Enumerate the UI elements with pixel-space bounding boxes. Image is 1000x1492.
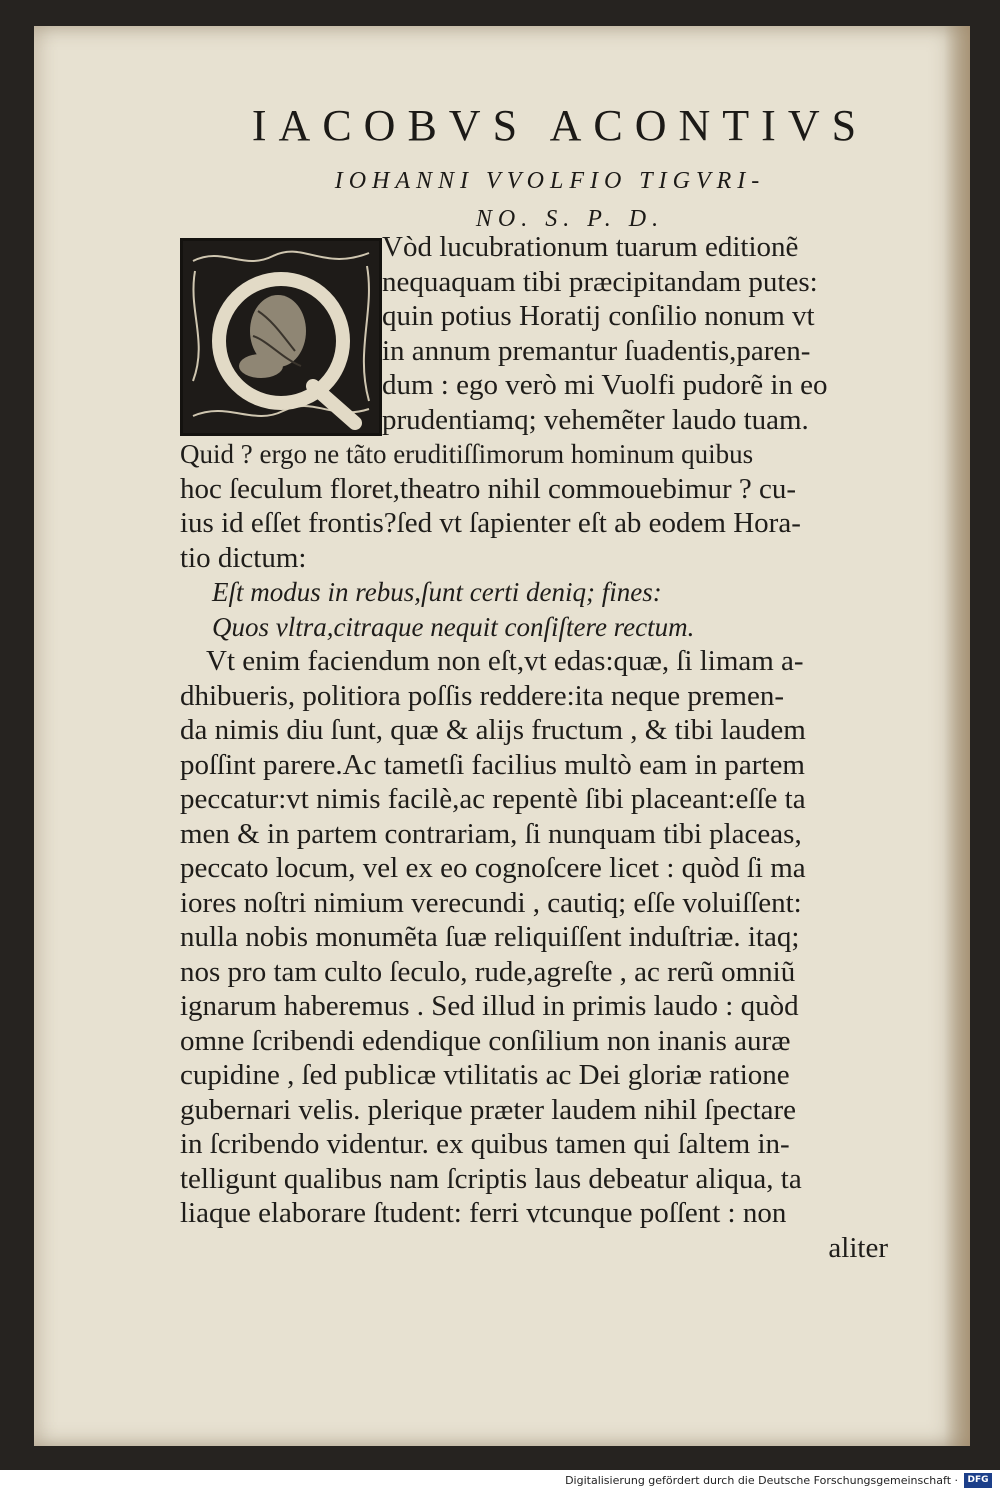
text-line: Vt enim faciendum non eſt,vt edas:quæ, ſi limam a- (206, 645, 804, 677)
text-line: in annum premantur ſuadentis,paren- (382, 334, 811, 367)
text-line: poſſint parere.Ac tametſi facilius multò eam in partem (180, 748, 805, 781)
digitization-footer (0, 1470, 1000, 1492)
text-line: da nimis diu ſunt, quæ & alijs fructum , & tibi laudem (180, 714, 806, 746)
heading-author: IACOBVS ACONTIVS (251, 101, 869, 150)
text-line: tio dictum: (180, 541, 307, 574)
text-line: peccato locum, vel ex eo cognoſcere licet : quòd ſi ma (180, 852, 806, 884)
dfg-logo-icon: DFG (964, 1473, 992, 1488)
text-line: telligunt qualibus nam ſcriptis laus debeatur aliqua, ta (180, 1162, 802, 1195)
text-line: liaque elaborare ſtudent: ferri vtcunque poſſent : non (180, 1197, 787, 1229)
catchword: aliter (828, 1231, 888, 1264)
text-line: hoc ſeculum floret,theatro nihil commouebimur ? cu- (180, 472, 797, 505)
text-line: Quid ? ergo ne tãto eruditiſſimorum hominum quibus (180, 439, 754, 469)
text-line: omne ſcribendi edendique conſilium non inanis auræ (180, 1024, 791, 1057)
text-line: nos pro tam culto ſeculo, rude,agreſte , ac rerũ omniũ (180, 955, 796, 988)
text-line: cupidine , ſed publicæ vtilitatis ac Dei gloriæ ratione (180, 1059, 790, 1091)
text-line: quin potius Horatij conſilio nonum vt (382, 300, 815, 332)
page-gutter-shadow (944, 26, 970, 1446)
text-line: peccatur:vt nimis facilè,ac repentè ſibi placeant:eſſe ta (180, 783, 806, 815)
heading-salutation: NO. S. P. D. (475, 206, 665, 232)
text-line: ignarum haberemus . Sed illud in primis laudo : quòd (180, 990, 799, 1022)
text-line: gubernari velis. plerique præter laudem nihil ſpectare (180, 1093, 797, 1126)
verse-line: Quos vltra,citraque nequit conſiſtere rectum. (212, 611, 695, 642)
text-line: ius id eſſet frontis?ſed vt ſapienter eſt ab eodem Hora- (180, 507, 801, 539)
text-line: in ſcribendo videntur. ex quibus tamen qui ſaltem in- (180, 1128, 790, 1160)
text-line: men & in partem contrariam, ſi nunquam tibi placeas, (180, 817, 802, 850)
text-line: dum : ego verò mi Vuolfi pudorẽ in eo (382, 369, 828, 401)
text-line: Vòd lucubrationum tuarum editionẽ (382, 231, 799, 263)
text-line: nequaquam tibi præcipitandam putes: (382, 265, 818, 298)
letter-body (180, 230, 890, 1265)
verse-line: Eſt modus in rebus,ſunt certi deniq; fines: (212, 577, 662, 607)
funding-credit: Digitalisierung gefördert durch die Deutsche Forschungsgemeinschaft · (565, 1474, 958, 1487)
text-line: iores noſtri nimium verecundi , cautiq; eſſe voluiſſent: (180, 886, 802, 919)
text-line: dhibueris, politiora poſſis reddere:ita neque premen- (180, 679, 784, 712)
text-line: prudentiamq; vehemẽter laudo tuam. (382, 403, 809, 436)
text-line: nulla nobis monumẽta ſuæ reliquiſſent induſtriæ. itaq; (180, 921, 800, 953)
heading-recipient: IOHANNI VVOLFIO TIGVRI- (334, 168, 766, 194)
